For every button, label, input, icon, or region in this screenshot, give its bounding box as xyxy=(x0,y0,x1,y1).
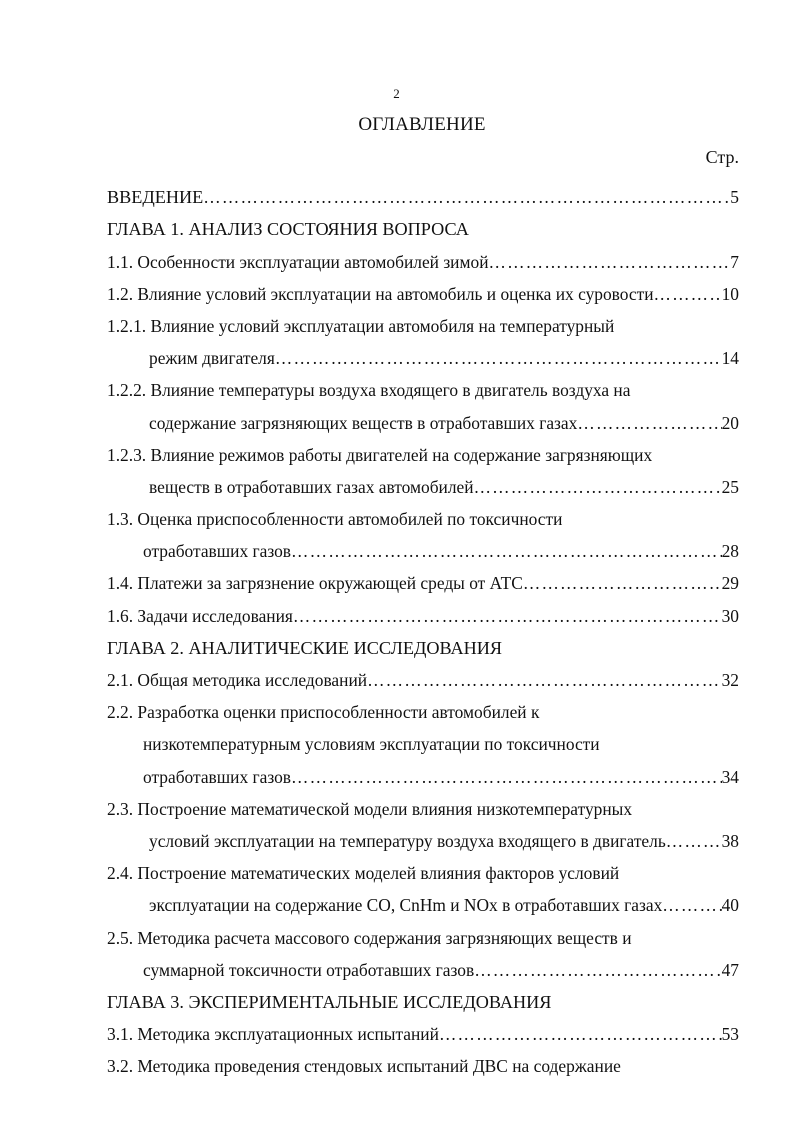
toc-entry-title: условий эксплуатации на температуру воздуха входящего в двигатель xyxy=(149,830,666,851)
toc-entry xyxy=(107,1013,739,1045)
toc-entry-title: 2.2. Разработка оценки приспособленности автомобилей к xyxy=(107,702,540,723)
dot-leader xyxy=(367,669,722,691)
dot-leader xyxy=(654,283,722,305)
toc-entry-page: 5 xyxy=(730,187,739,208)
toc-entry-title: 1.2. Влияние условий эксплуатации на автомобиль и оценка их суровости xyxy=(107,283,654,304)
page-number: 2 xyxy=(393,86,400,101)
dot-leader xyxy=(489,251,731,273)
toc-entry-title: ГЛАВА 3. ЭКСПЕРИМЕНТАЛЬНЫЕ ИССЛЕДОВАНИЯ xyxy=(107,991,552,1012)
toc-chapter xyxy=(107,208,739,240)
toc-entry-title: ГЛАВА 2. АНАЛИТИЧЕСКИЕ ИССЛЕДОВАНИЯ xyxy=(107,637,503,658)
toc-entry-page: 14 xyxy=(721,348,739,369)
toc-entry-title: веществ в отработавших газах автомобилей xyxy=(149,476,474,497)
toc-entry-title: 1.2.3. Влияние режимов работы двигателей на содержание загрязняющих xyxy=(107,444,653,465)
toc-entry-title: низкотемпературным условиям эксплуатации по токсичности xyxy=(143,734,600,755)
dot-leader xyxy=(203,186,730,208)
toc-entry-page: 20 xyxy=(721,412,739,433)
toc-entry xyxy=(107,530,739,562)
toc-entry-page: 47 xyxy=(721,959,739,980)
dot-leader xyxy=(275,347,722,369)
toc-entry xyxy=(107,337,739,369)
toc-entry xyxy=(107,498,739,530)
toc-entry-page: 7 xyxy=(730,251,739,272)
toc-entry-title: 1.6. Задачи исследования xyxy=(107,605,293,626)
toc-entry-title: 2.1. Общая методика исследований xyxy=(107,670,368,690)
toc-chapter xyxy=(107,176,739,208)
toc-entry-title: суммарной токсичности отработавших газов xyxy=(143,959,475,980)
toc-chapter xyxy=(107,981,739,1013)
dot-leader xyxy=(474,476,722,498)
toc-entry-title: 2.5. Методика расчета массового содержания загрязняющих веществ и xyxy=(107,927,632,948)
toc-entry xyxy=(107,916,739,948)
toc-entry-page: 29 xyxy=(721,573,739,594)
toc-entry xyxy=(107,594,739,626)
toc-entry-page: 10 xyxy=(721,283,739,304)
toc-entry-title: 3.1. Методика эксплуатационных испытаний xyxy=(107,1024,439,1045)
toc-entry xyxy=(107,305,739,337)
toc-entry-page: 30 xyxy=(721,605,739,626)
toc-entry xyxy=(107,755,739,787)
toc-entry xyxy=(107,820,739,852)
toc-entry-page: 32 xyxy=(721,670,739,690)
toc-entry-title: 2.3. Построение математической модели влияния низкотемпературных xyxy=(107,798,633,819)
toc-entry xyxy=(107,788,739,820)
toc-entry xyxy=(107,691,739,723)
toc-entry-page: 34 xyxy=(721,766,739,787)
toc-entry xyxy=(107,562,739,594)
toc-entry-page: 28 xyxy=(721,541,739,562)
dot-leader xyxy=(291,540,722,562)
toc-entry-title: 1.2.2. Влияние температуры воздуха входящего в двигатель воздуха на xyxy=(107,380,631,401)
toc-entry xyxy=(107,273,739,305)
toc-entry xyxy=(107,240,739,272)
toc-entry-title: 2.4. Построение математических моделей влияния факторов условий xyxy=(107,863,620,884)
toc-entry xyxy=(107,659,739,691)
toc-entry xyxy=(107,369,739,401)
dot-leader xyxy=(474,959,721,981)
toc-entry xyxy=(107,884,739,916)
toc-entry xyxy=(107,723,739,755)
toc-chapter xyxy=(107,627,739,659)
toc-entry-title: ГЛАВА 1. АНАЛИЗ СОСТОЯНИЯ ВОПРОСА xyxy=(107,219,469,240)
toc-entry-title: 1.2.1. Влияние условий эксплуатации автомобиля на температурный xyxy=(107,315,615,336)
toc-entry xyxy=(107,1045,739,1077)
toc-entry-page: 53 xyxy=(721,1024,739,1045)
toc-entry xyxy=(107,434,739,466)
dot-leader xyxy=(577,412,721,434)
toc-entry-title: отработавших газов xyxy=(143,541,292,562)
toc-entry xyxy=(107,949,739,981)
toc-entry-page: 25 xyxy=(721,476,739,497)
table-of-contents xyxy=(107,176,739,1077)
toc-entry-title: отработавших газов xyxy=(143,766,292,787)
dot-leader xyxy=(439,1023,722,1045)
toc-entry-title: 1.3. Оценка приспособленности автомобилей по токсичности xyxy=(107,509,563,530)
dot-leader xyxy=(666,830,722,852)
toc-entry-title: эксплуатации на содержание CO, CnHm и NOx в отработавших газах xyxy=(149,895,663,916)
toc-entry-title: режим двигателя xyxy=(149,348,275,369)
toc-entry xyxy=(107,401,739,433)
dot-leader xyxy=(662,894,721,916)
toc-entry-page: 40 xyxy=(721,895,739,916)
toc-entry-title: ВВЕДЕНИЕ xyxy=(107,187,204,208)
dot-leader xyxy=(291,766,722,788)
page-title: ОГЛАВЛЕНИЕ xyxy=(358,114,486,135)
toc-entry-title: содержание загрязняющих веществ в отработавших газах xyxy=(149,412,578,433)
toc-entry-title: 3.2. Методика проведения стендовых испытаний ДВС на содержание xyxy=(107,1056,621,1077)
toc-entry-page: 38 xyxy=(721,830,739,851)
toc-entry xyxy=(107,466,739,498)
dot-leader xyxy=(293,605,722,627)
toc-entry-title: 1.1. Особенности эксплуатации автомобилей зимой xyxy=(107,251,489,272)
toc-entry-title: 1.4. Платежи за загрязнение окружающей среды от АТС xyxy=(107,573,523,594)
dot-leader xyxy=(523,572,722,594)
toc-entry xyxy=(107,852,739,884)
page-column-label: Стр. xyxy=(705,147,739,167)
